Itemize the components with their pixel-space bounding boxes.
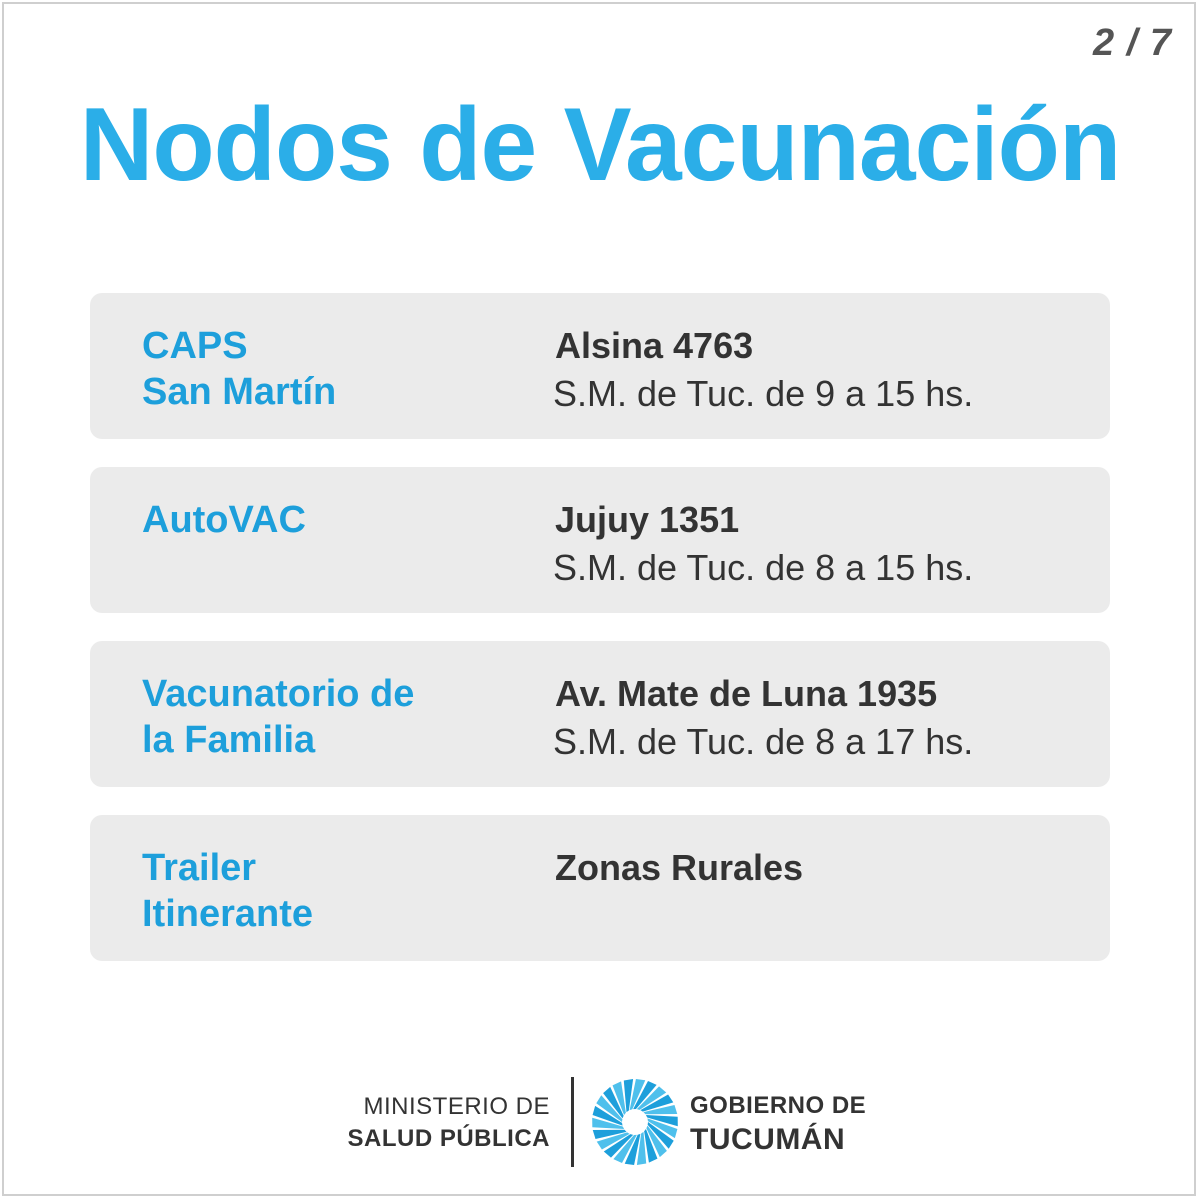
logo-divider: [571, 1077, 574, 1167]
ministry-logo-text: [348, 1091, 551, 1155]
sun-rays-emblem-icon: [590, 1077, 680, 1167]
node-address: Alsina 4763: [555, 325, 754, 366]
node-name: [142, 497, 502, 543]
node-card-vacunatorio-familia: [90, 641, 1110, 787]
government-logo-text: [690, 1089, 866, 1157]
node-card-autovac: [90, 467, 1110, 613]
vaccination-nodes-list: [90, 293, 1110, 989]
node-name-line1: Trailer: [142, 847, 257, 889]
node-hours: S.M. de Tuc. de 9 a 15 hs.: [553, 373, 974, 414]
node-card-caps-san-martin: [90, 293, 1110, 439]
node-name-line1: Vacunatorio de: [142, 673, 415, 715]
node-hours: S.M. de Tuc. de 8 a 17 hs.: [553, 721, 974, 762]
node-name-line2: la Familia: [142, 719, 316, 761]
gov-line1: GOBIERNO DE: [690, 1092, 867, 1119]
node-name: [142, 845, 502, 937]
node-name-line2: San Martín: [142, 371, 337, 413]
node-name-line1: CAPS: [142, 325, 248, 367]
node-hours: S.M. de Tuc. de 8 a 15 hs.: [553, 547, 974, 588]
node-name-line2: Itinerante: [142, 893, 314, 935]
page-counter: 2 / 7: [1093, 22, 1172, 64]
ministry-line1: MINISTERIO DE: [363, 1093, 550, 1120]
page-title: Nodos de Vacunación: [79, 87, 1121, 203]
ministry-line2: SALUD PÚBLICA: [347, 1125, 550, 1152]
node-name-line1: AutoVAC: [142, 499, 306, 541]
node-card-trailer-itinerante: [90, 815, 1110, 961]
node-address: Zonas Rurales: [555, 847, 804, 888]
node-address: Av. Mate de Luna 1935: [555, 673, 938, 714]
gov-line2: TUCUMÁN: [690, 1123, 846, 1156]
node-name: [142, 671, 502, 763]
node-address: Jujuy 1351: [555, 499, 740, 540]
footer-logos: [0, 1075, 1200, 1170]
node-name: [142, 323, 502, 415]
